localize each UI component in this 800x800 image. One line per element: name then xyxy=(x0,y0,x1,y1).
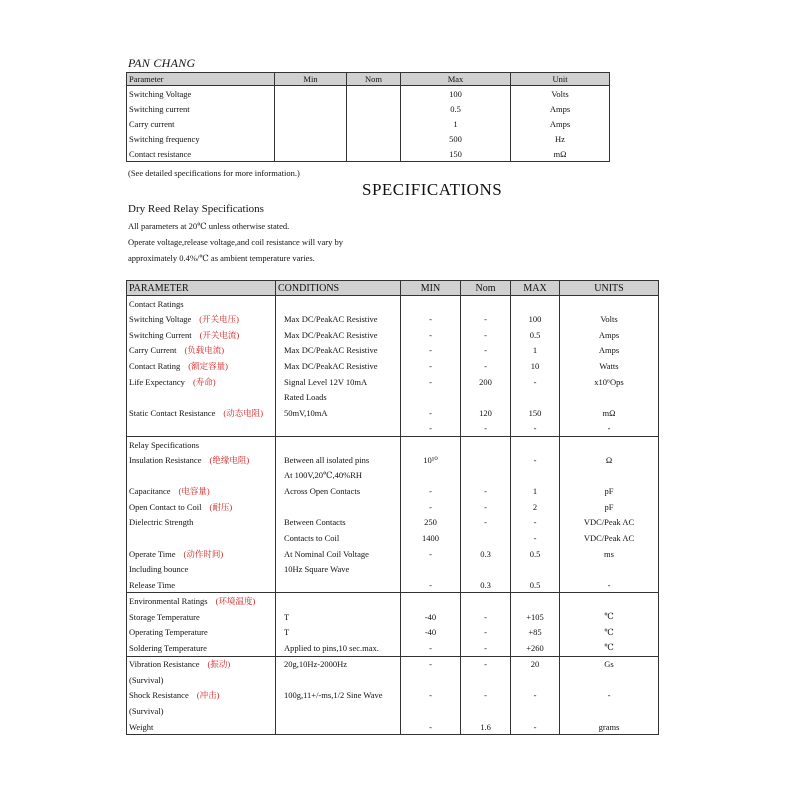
spec-row xyxy=(127,468,659,484)
parameter-name: Dielectric Strength xyxy=(129,517,194,528)
parameter-name: Storage Temperature xyxy=(129,611,200,622)
spec-cell-nom xyxy=(461,672,511,688)
summary-cell-nom xyxy=(347,116,401,131)
spec-cell-nom xyxy=(461,703,511,719)
spec-cell-parameter xyxy=(127,593,276,609)
spec-row xyxy=(127,530,659,546)
brand-name: PAN CHANG xyxy=(128,56,196,70)
summary-row xyxy=(127,146,610,162)
spec-cell-min: - xyxy=(401,312,461,328)
spec-row xyxy=(127,312,659,328)
parameter-name: Carry Current xyxy=(129,345,177,356)
spec-cell-nom xyxy=(461,296,511,312)
spec-cell-parameter xyxy=(127,719,276,735)
spec-cell-nom: 200 xyxy=(461,374,511,390)
spec-cell-min: -40 xyxy=(401,609,461,625)
spec-header-units: UNITS xyxy=(560,281,659,296)
spec-cell-max: - xyxy=(511,719,560,735)
spec-cell-min: - xyxy=(401,656,461,672)
spec-row xyxy=(127,719,659,735)
param-note-line-3: approximately 0.4%/℃ as ambient temperature varies. xyxy=(128,253,315,263)
parameter-chinese-label: (冲击) xyxy=(196,690,220,701)
spec-cell-max: 2 xyxy=(511,499,560,515)
spec-row xyxy=(127,672,659,688)
spec-cell-min: 250 xyxy=(401,515,461,531)
spec-cell-parameter xyxy=(127,499,276,515)
spec-cell-units: Gs xyxy=(560,656,659,672)
parameter-chinese-label: (振动) xyxy=(207,659,231,670)
spec-cell-min: - xyxy=(401,546,461,562)
summary-row xyxy=(127,131,610,146)
spec-cell-nom xyxy=(461,452,511,468)
spec-cell-parameter xyxy=(127,672,276,688)
parameter-name: Shock Resistance xyxy=(129,690,189,701)
spec-header-min: MIN xyxy=(401,281,461,296)
spec-cell-parameter xyxy=(127,358,276,374)
spec-cell-conditions: Max DC/PeakAC Resistive xyxy=(276,358,401,374)
spec-cell-nom xyxy=(461,530,511,546)
summary-cell-min xyxy=(275,116,347,131)
spec-cell-conditions: 100g,11+/-ms,1/2 Sine Wave xyxy=(276,688,401,704)
spec-cell-units xyxy=(560,468,659,484)
spec-cell-units: x10⁶Ops xyxy=(560,374,659,390)
summary-header-unit: Unit xyxy=(511,73,610,86)
parameter-name: Environmental Ratings xyxy=(129,596,208,607)
summary-cell-parameter: Switching current xyxy=(127,101,275,116)
spec-header-conditions: CONDITIONS xyxy=(276,281,401,296)
spec-cell-units: grams xyxy=(560,719,659,735)
spec-row xyxy=(127,561,659,577)
spec-cell-nom: 1.6 xyxy=(461,719,511,735)
summary-header-min: Min xyxy=(275,73,347,86)
spec-cell-conditions: 10Hz Square Wave xyxy=(276,561,401,577)
spec-cell-min xyxy=(401,296,461,312)
spec-cell-conditions: Signal Level 12V 10mA xyxy=(276,374,401,390)
summary-cell-parameter: Contact resistance xyxy=(127,146,275,162)
summary-cell-parameter: Switching frequency xyxy=(127,131,275,146)
detail-note: (See detailed specifications for more information.) xyxy=(128,168,300,178)
spec-row xyxy=(127,624,659,640)
summary-cell-unit: Hz xyxy=(511,131,610,146)
spec-cell-parameter xyxy=(127,343,276,359)
parameter-chinese-label: (动作时间) xyxy=(183,548,224,559)
parameter-chinese-label: (电容量) xyxy=(178,486,210,497)
spec-cell-nom: - xyxy=(461,624,511,640)
spec-cell-parameter xyxy=(127,296,276,312)
spec-cell-parameter xyxy=(127,530,276,546)
spec-cell-parameter xyxy=(127,656,276,672)
spec-cell-parameter xyxy=(127,624,276,640)
spec-cell-min: - xyxy=(401,405,461,421)
parameter-name: Soldering Temperature xyxy=(129,642,207,653)
spec-cell-conditions xyxy=(276,499,401,515)
spec-cell-max xyxy=(511,296,560,312)
spec-cell-conditions: Between Contacts xyxy=(276,515,401,531)
spec-row xyxy=(127,703,659,719)
spec-cell-units: - xyxy=(560,577,659,593)
spec-body xyxy=(127,296,659,735)
parameter-chinese-label: (开关电压) xyxy=(199,314,239,325)
spec-row xyxy=(127,609,659,625)
spec-cell-conditions: Rated Loads xyxy=(276,389,401,405)
spec-cell-parameter xyxy=(127,420,276,436)
summary-cell-max: 150 xyxy=(401,146,511,162)
spec-cell-parameter xyxy=(127,436,276,452)
spec-cell-parameter xyxy=(127,561,276,577)
spec-cell-nom: - xyxy=(461,609,511,625)
summary-row xyxy=(127,101,610,116)
spec-cell-max xyxy=(511,703,560,719)
parameter-name: Contact Rating xyxy=(129,360,181,371)
spec-cell-min: - xyxy=(401,420,461,436)
spec-cell-min: -40 xyxy=(401,624,461,640)
summary-cell-parameter: Carry current xyxy=(127,116,275,131)
spec-cell-conditions: Between all isolated pins xyxy=(276,452,401,468)
summary-cell-nom xyxy=(347,86,401,102)
spec-cell-units: - xyxy=(560,688,659,704)
spec-cell-nom: 0.3 xyxy=(461,577,511,593)
spec-cell-parameter xyxy=(127,703,276,719)
spec-header-row xyxy=(127,281,659,296)
summary-cell-unit: Amps xyxy=(511,101,610,116)
spec-cell-conditions: Max DC/PeakAC Resistive xyxy=(276,343,401,359)
spec-cell-min: - xyxy=(401,499,461,515)
spec-header-nom: Nom xyxy=(461,281,511,296)
spec-row xyxy=(127,389,659,405)
spec-cell-units: Amps xyxy=(560,327,659,343)
spec-cell-conditions xyxy=(276,436,401,452)
parameter-name: (Survival) xyxy=(129,705,164,716)
summary-cell-min xyxy=(275,146,347,162)
parameter-chinese-label: (开关电流) xyxy=(199,329,240,340)
spec-cell-nom xyxy=(461,593,511,609)
spec-cell-units: - xyxy=(560,420,659,436)
spec-cell-min: 1400 xyxy=(401,530,461,546)
spec-cell-nom: - xyxy=(461,312,511,328)
spec-row xyxy=(127,656,659,672)
spec-cell-units: VDC/Peak AC xyxy=(560,515,659,531)
parameter-name: Capacitance xyxy=(129,486,171,497)
spec-row xyxy=(127,577,659,593)
spec-cell-parameter xyxy=(127,312,276,328)
parameter-name: Contact Ratings xyxy=(129,298,184,309)
spec-cell-units xyxy=(560,389,659,405)
parameter-name: Life Expectancy xyxy=(129,376,185,387)
parameter-chinese-label: (绝缘电阻) xyxy=(209,455,250,466)
spec-cell-conditions: At Nominal Coil Voltage xyxy=(276,546,401,562)
spec-row xyxy=(127,484,659,500)
spec-cell-conditions: At 100V,20℃,40%RH xyxy=(276,468,401,484)
spec-cell-max: - xyxy=(511,374,560,390)
spec-header-parameter: PARAMETER xyxy=(127,281,276,296)
spec-cell-conditions: Across Open Contacts xyxy=(276,484,401,500)
spec-cell-parameter xyxy=(127,688,276,704)
spec-cell-parameter xyxy=(127,484,276,500)
spec-cell-nom: - xyxy=(461,484,511,500)
parameter-name: Operate Time xyxy=(129,548,176,559)
spec-cell-nom: - xyxy=(461,327,511,343)
spec-cell-max: 0.5 xyxy=(511,327,560,343)
spec-cell-nom: - xyxy=(461,688,511,704)
spec-cell-conditions: Applied to pins,10 sec.max. xyxy=(276,640,401,656)
spec-cell-max: +105 xyxy=(511,609,560,625)
parameter-name: Insulation Resistance xyxy=(129,455,202,466)
spec-cell-units: Ω xyxy=(560,452,659,468)
spec-cell-min: - xyxy=(401,343,461,359)
spec-cell-units xyxy=(560,672,659,688)
spec-row xyxy=(127,593,659,609)
spec-cell-units: Volts xyxy=(560,312,659,328)
parameter-name: Switching Voltage xyxy=(129,314,192,325)
summary-row xyxy=(127,86,610,102)
spec-cell-max: 20 xyxy=(511,656,560,672)
parameter-chinese-label: (额定容量) xyxy=(188,360,228,371)
spec-cell-nom: - xyxy=(461,499,511,515)
spec-cell-conditions: T xyxy=(276,609,401,625)
spec-cell-nom: - xyxy=(461,358,511,374)
spec-cell-parameter xyxy=(127,515,276,531)
spec-cell-max: 100 xyxy=(511,312,560,328)
spec-row xyxy=(127,640,659,656)
summary-header-row xyxy=(127,73,610,86)
spec-row xyxy=(127,452,659,468)
spec-cell-parameter xyxy=(127,389,276,405)
spec-cell-conditions: T xyxy=(276,624,401,640)
spec-cell-parameter xyxy=(127,327,276,343)
parameter-name: Operating Temperature xyxy=(129,627,208,638)
spec-cell-nom: - xyxy=(461,343,511,359)
summary-cell-max: 100 xyxy=(401,86,511,102)
spec-cell-min: - xyxy=(401,327,461,343)
summary-cell-nom xyxy=(347,146,401,162)
spec-row xyxy=(127,515,659,531)
summary-table xyxy=(126,72,610,162)
spec-cell-max: 150 xyxy=(511,405,560,421)
spec-cell-min: - xyxy=(401,577,461,593)
parameter-name: Switching Current xyxy=(129,329,192,340)
parameter-chinese-label: (动态电阻) xyxy=(223,407,264,418)
spec-cell-units xyxy=(560,561,659,577)
spec-cell-conditions: Contacts to Coil xyxy=(276,530,401,546)
spec-cell-units: mΩ xyxy=(560,405,659,421)
spec-header-max: MAX xyxy=(511,281,560,296)
summary-cell-unit: Volts xyxy=(511,86,610,102)
section-subtitle: Dry Reed Relay Specifications xyxy=(128,203,264,215)
spec-cell-min xyxy=(401,593,461,609)
spec-cell-max: 0.5 xyxy=(511,577,560,593)
param-note-line-2: Operate voltage,release voltage,and coil resistance will vary by xyxy=(128,237,344,247)
spec-cell-max: - xyxy=(511,420,560,436)
param-note-line-1: All parameters at 20℃ unless otherwise stated. xyxy=(128,221,290,231)
spec-cell-min xyxy=(401,672,461,688)
spec-cell-max xyxy=(511,593,560,609)
summary-cell-min xyxy=(275,131,347,146)
specifications-table xyxy=(126,280,659,735)
spec-cell-max: 0.5 xyxy=(511,546,560,562)
parameter-name: Release Time xyxy=(129,579,176,590)
spec-cell-conditions: 20g,10Hz-2000Hz xyxy=(276,656,401,672)
parameter-name: Vibration Resistance xyxy=(129,659,200,670)
spec-cell-units xyxy=(560,296,659,312)
spec-cell-min: - xyxy=(401,484,461,500)
spec-row xyxy=(127,499,659,515)
spec-cell-parameter xyxy=(127,374,276,390)
spec-cell-units: ms xyxy=(560,546,659,562)
spec-cell-max xyxy=(511,389,560,405)
spec-cell-max: 1 xyxy=(511,484,560,500)
spec-cell-min: - xyxy=(401,374,461,390)
spec-cell-nom xyxy=(461,468,511,484)
summary-row xyxy=(127,116,610,131)
spec-cell-min: - xyxy=(401,358,461,374)
spec-cell-conditions xyxy=(276,703,401,719)
spec-cell-conditions xyxy=(276,719,401,735)
spec-cell-max: - xyxy=(511,530,560,546)
spec-cell-min: - xyxy=(401,688,461,704)
page-title: SPECIFICATIONS xyxy=(362,180,503,199)
spec-cell-min xyxy=(401,389,461,405)
spec-cell-nom: - xyxy=(461,640,511,656)
spec-cell-nom xyxy=(461,389,511,405)
spec-cell-min xyxy=(401,703,461,719)
spec-row xyxy=(127,420,659,436)
spec-cell-max xyxy=(511,561,560,577)
spec-cell-units: ℃ xyxy=(560,609,659,625)
spec-cell-units: ℃ xyxy=(560,624,659,640)
spec-cell-nom xyxy=(461,561,511,577)
spec-cell-parameter xyxy=(127,452,276,468)
spec-row xyxy=(127,546,659,562)
summary-body xyxy=(127,86,610,162)
spec-cell-max: 10 xyxy=(511,358,560,374)
spec-cell-units xyxy=(560,703,659,719)
spec-cell-parameter xyxy=(127,609,276,625)
summary-cell-unit: mΩ xyxy=(511,146,610,162)
parameter-name: Including bounce xyxy=(129,564,189,575)
spec-cell-parameter xyxy=(127,640,276,656)
spec-cell-units: pF xyxy=(560,484,659,500)
spec-cell-max xyxy=(511,436,560,452)
spec-cell-min: 10¹⁰ xyxy=(401,452,461,468)
spec-cell-max: 1 xyxy=(511,343,560,359)
spec-cell-parameter xyxy=(127,468,276,484)
summary-cell-nom xyxy=(347,131,401,146)
spec-cell-units: VDC/Peak AC xyxy=(560,530,659,546)
spec-cell-conditions xyxy=(276,593,401,609)
spec-row xyxy=(127,374,659,390)
spec-cell-conditions xyxy=(276,296,401,312)
parameter-name: Relay Specifications xyxy=(129,439,200,450)
summary-cell-max: 0.5 xyxy=(401,101,511,116)
summary-cell-max: 1 xyxy=(401,116,511,131)
spec-cell-units xyxy=(560,593,659,609)
spec-cell-min: - xyxy=(401,719,461,735)
spec-cell-units: Amps xyxy=(560,343,659,359)
spec-row xyxy=(127,436,659,452)
spec-cell-conditions: 50mV,10mA xyxy=(276,405,401,421)
summary-cell-min xyxy=(275,101,347,116)
summary-cell-parameter: Switching Voltage xyxy=(127,86,275,102)
spec-cell-nom xyxy=(461,436,511,452)
spec-cell-units: pF xyxy=(560,499,659,515)
spec-row xyxy=(127,688,659,704)
spec-cell-parameter xyxy=(127,405,276,421)
spec-row xyxy=(127,296,659,312)
spec-cell-conditions: Max DC/PeakAC Resistive xyxy=(276,327,401,343)
spec-row xyxy=(127,358,659,374)
spec-cell-parameter xyxy=(127,546,276,562)
spec-cell-min xyxy=(401,561,461,577)
summary-cell-max: 500 xyxy=(401,131,511,146)
spec-cell-nom: 0.3 xyxy=(461,546,511,562)
spec-cell-max: - xyxy=(511,515,560,531)
spec-row xyxy=(127,327,659,343)
parameter-chinese-label: (寿命) xyxy=(192,376,216,387)
parameter-name: (Survival) xyxy=(129,674,164,685)
parameter-name: Static Contact Resistance xyxy=(129,407,216,418)
spec-cell-conditions xyxy=(276,672,401,688)
spec-cell-conditions xyxy=(276,577,401,593)
parameter-chinese-label: (负载电流) xyxy=(184,345,225,356)
spec-cell-max: - xyxy=(511,452,560,468)
parameter-chinese-label: (环境温度) xyxy=(215,596,256,607)
parameter-name: Weight xyxy=(129,721,154,732)
parameter-chinese-label: (耐压) xyxy=(209,501,233,512)
spec-cell-min: - xyxy=(401,640,461,656)
summary-cell-nom xyxy=(347,101,401,116)
spec-cell-parameter xyxy=(127,577,276,593)
summary-header-nom: Nom xyxy=(347,73,401,86)
parameter-name: Open Contact to Coil xyxy=(129,501,202,512)
spec-cell-min xyxy=(401,468,461,484)
spec-cell-nom: - xyxy=(461,656,511,672)
spec-cell-max: +260 xyxy=(511,640,560,656)
spec-cell-nom: - xyxy=(461,420,511,436)
summary-cell-min xyxy=(275,86,347,102)
spec-cell-min xyxy=(401,436,461,452)
spec-cell-nom: - xyxy=(461,515,511,531)
spec-cell-conditions xyxy=(276,420,401,436)
spec-cell-max xyxy=(511,672,560,688)
spec-cell-conditions: Max DC/PeakAC Resistive xyxy=(276,312,401,328)
summary-header-parameter: Parameter xyxy=(127,73,275,86)
spec-row xyxy=(127,405,659,421)
spec-row xyxy=(127,343,659,359)
spec-cell-units: ℃ xyxy=(560,640,659,656)
spec-cell-units xyxy=(560,436,659,452)
spec-cell-max: +85 xyxy=(511,624,560,640)
spec-cell-units: Watts xyxy=(560,358,659,374)
summary-header-max: Max xyxy=(401,73,511,86)
summary-cell-unit: Amps xyxy=(511,116,610,131)
spec-cell-nom: 120 xyxy=(461,405,511,421)
spec-cell-max xyxy=(511,468,560,484)
spec-cell-max: - xyxy=(511,688,560,704)
